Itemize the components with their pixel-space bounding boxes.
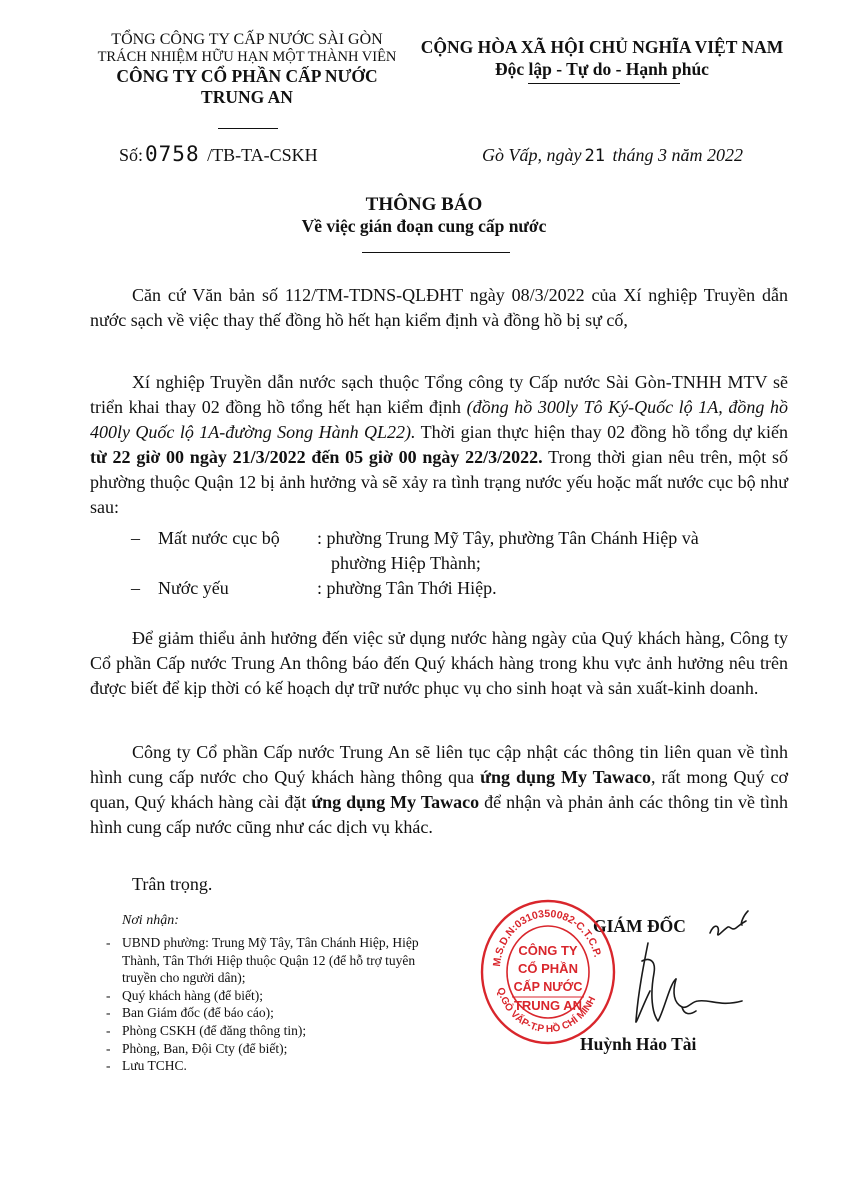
list-dash: - — [106, 1040, 111, 1056]
doc-number-value: 0758 — [145, 142, 200, 166]
list-item — [131, 576, 791, 601]
signer-name: Huỳnh Hảo Tài — [580, 1034, 697, 1054]
national-header — [416, 36, 788, 80]
schedule-time: từ 22 giờ 00 ngày 21/3/2022 đến 05 giờ 00 ngày 22/3/2022. — [90, 447, 543, 467]
seal-line: CẤP NƯỚC — [513, 980, 583, 994]
recipient-line: Phòng, Ban, Đội Cty (để biết); — [122, 1040, 288, 1056]
list-dash: - — [106, 1022, 111, 1038]
motto-underline — [528, 83, 680, 84]
recipient-line: truyền cho người dân); — [122, 970, 246, 986]
document-title: THÔNG BÁO — [365, 194, 483, 215]
list-item-continuation — [131, 551, 791, 576]
list-dash: - — [106, 1058, 111, 1074]
paragraph-app — [90, 740, 788, 840]
paragraph-basis: Căn cứ Văn bản số 112/TM-TDNS-QLĐHT ngày 08/3/2022 của Xí nghiệp Truyền dẫn nước sạch về việc thay thế đồng hồ hết hạn kiểm định và đồng hồ bị sự cố, — [90, 285, 788, 330]
schedule-text-2: Thời gian thực hiện thay 02 đồng hồ tổng dự kiến — [415, 422, 788, 442]
document-number — [119, 142, 318, 166]
document-subtitle: Về việc gián đoạn cung cấp nước — [301, 216, 547, 236]
signer-title: GIÁM ĐỐC — [593, 916, 686, 936]
recipient-line: UBND phường: Trung Mỹ Tây, Tân Chánh Hiệp, Hiệp — [122, 935, 419, 950]
app-name: ứng dụng My Tawaco — [311, 792, 480, 812]
affected-value: : phường Trung Mỹ Tây, phường Tân Chánh Hiệp và — [317, 528, 699, 548]
list-item — [106, 1040, 498, 1058]
list-item — [131, 526, 791, 551]
app-text-3: để nhận và phản ảnh các thông tin về tình hình cung cấp nước cũng như các dịch vụ khác. — [90, 792, 788, 837]
schedule-text-1: Xí nghiệp Truyền dẫn nước sạch thuộc Tổng công ty Cấp nước Sài Gòn-TNHH MTV sẽ triển khai thay 02 đồng hồ tổng hết hạn kiểm định — [90, 372, 788, 417]
paragraph-schedule — [90, 370, 788, 520]
list-item — [106, 1004, 498, 1022]
app-text-1: Công ty Cổ phần Cấp nước Trung An sẽ liên tục cập nhật các thông tin liên quan về tình hình cung cấp nước cho Quý khách hàng thông qua — [90, 742, 788, 787]
app-text-2: , rất mong Quý cơ quan, Quý khách hàng cài đặt — [90, 767, 788, 812]
place-date-day: 21 — [584, 146, 605, 166]
list-dash: – — [131, 528, 140, 548]
issuer-header — [78, 30, 416, 108]
schedule-text-3: Trong thời gian nêu trên, một số phường thuộc Quận 12 bị ảnh hưởng và sẽ xảy ra tình trạng nước yếu hoặc mất nước cục bộ như sau: — [90, 447, 788, 517]
app-name: ứng dụng My Tawaco — [480, 767, 651, 787]
recipient-line: Ban Giám đốc (để báo cáo); — [122, 1005, 274, 1021]
affected-areas-list — [131, 526, 791, 601]
doc-number-prefix: Số: — [119, 145, 144, 165]
seal-ring-bottom-text: Q.GÒ VẤP-T.P HỒ CHÍ MINH — [494, 986, 599, 1036]
list-dash: - — [106, 935, 111, 950]
seal-line: CÔNG TY — [518, 943, 578, 958]
affected-label: Nước yếu — [158, 578, 229, 598]
company-name-line1: CÔNG TY CỔ PHẦN CẤP NƯỚC — [116, 66, 378, 86]
affected-label: Mất nước cục bộ — [158, 528, 280, 548]
list-item — [106, 1057, 498, 1075]
list-dash: - — [106, 987, 111, 1003]
doc-number-suffix: /TB-TA-CSKH — [202, 145, 318, 165]
schedule-meters: (đồng hồ 300ly Tô Ký-Quốc lộ 1A, đồng hồ 400ly Quốc lộ 1A-đường Song Hành QL22). — [90, 397, 788, 442]
affected-value-continued: phường Hiệp Thành; — [331, 553, 481, 573]
place-date — [482, 145, 743, 166]
recipient-line: Thành, Tân Thới Hiệp thuộc Quận 12 (để hỗ trợ tuyên — [122, 952, 416, 968]
list-dash: - — [106, 1005, 111, 1021]
recipients-label: Nơi nhận: — [122, 913, 179, 928]
place-date-suffix: tháng 3 năm 2022 — [607, 145, 743, 165]
issuer-underline — [218, 128, 278, 129]
affected-value: : phường Tân Thới Hiệp. — [317, 578, 497, 598]
recipient-line: Lưu TCHC. — [122, 1058, 187, 1074]
recipient-line: Quý khách hàng (để biết); — [122, 987, 263, 1003]
seal-line: TRUNG AN — [513, 998, 583, 1013]
list-dash: – — [131, 578, 140, 598]
parent-org-name: TỔNG CÔNG TY CẤP NƯỚC SÀI GÒN — [111, 31, 383, 48]
paragraph-advice: Để giảm thiểu ảnh hưởng đến việc sử dụng nước hàng ngày của Quý khách hàng, Công ty Cổ phần Cấp nước Trung An thông báo đến Quý khách hàng trong khu vực ảnh hưởng nêu trên được biết để kịp thời có kế hoạch dự trữ nước phục vụ cho sinh hoạt và sản xuất-kinh doanh. — [90, 628, 788, 698]
list-item — [106, 1022, 498, 1040]
seal-ring-text: M.S.D.N:0310350082-C.T.C.P. — [490, 907, 604, 968]
recipient-line: Phòng CSKH (để đăng thông tin); — [122, 1022, 307, 1038]
national-title: CỘNG HÒA XÃ HỘI CHỦ NGHĨA VIỆT NAM — [420, 37, 784, 57]
seal-line: CỔ PHẦN — [518, 961, 578, 976]
parent-org-type: TRÁCH NHIỆM HỮU HẠN MỘT THÀNH VIÊN — [97, 49, 397, 65]
handwritten-signature — [592, 903, 752, 1033]
company-name-line2: TRUNG AN — [201, 87, 293, 107]
place-date-prefix: Gò Vấp, ngày — [482, 145, 582, 165]
list-item — [106, 987, 498, 1005]
list-item — [106, 934, 498, 987]
recipients-list — [106, 934, 498, 1075]
closing-salutation: Trân trọng. — [132, 874, 213, 894]
national-motto: Độc lập - Tự do - Hạnh phúc — [495, 59, 709, 79]
title-underline — [362, 252, 510, 253]
